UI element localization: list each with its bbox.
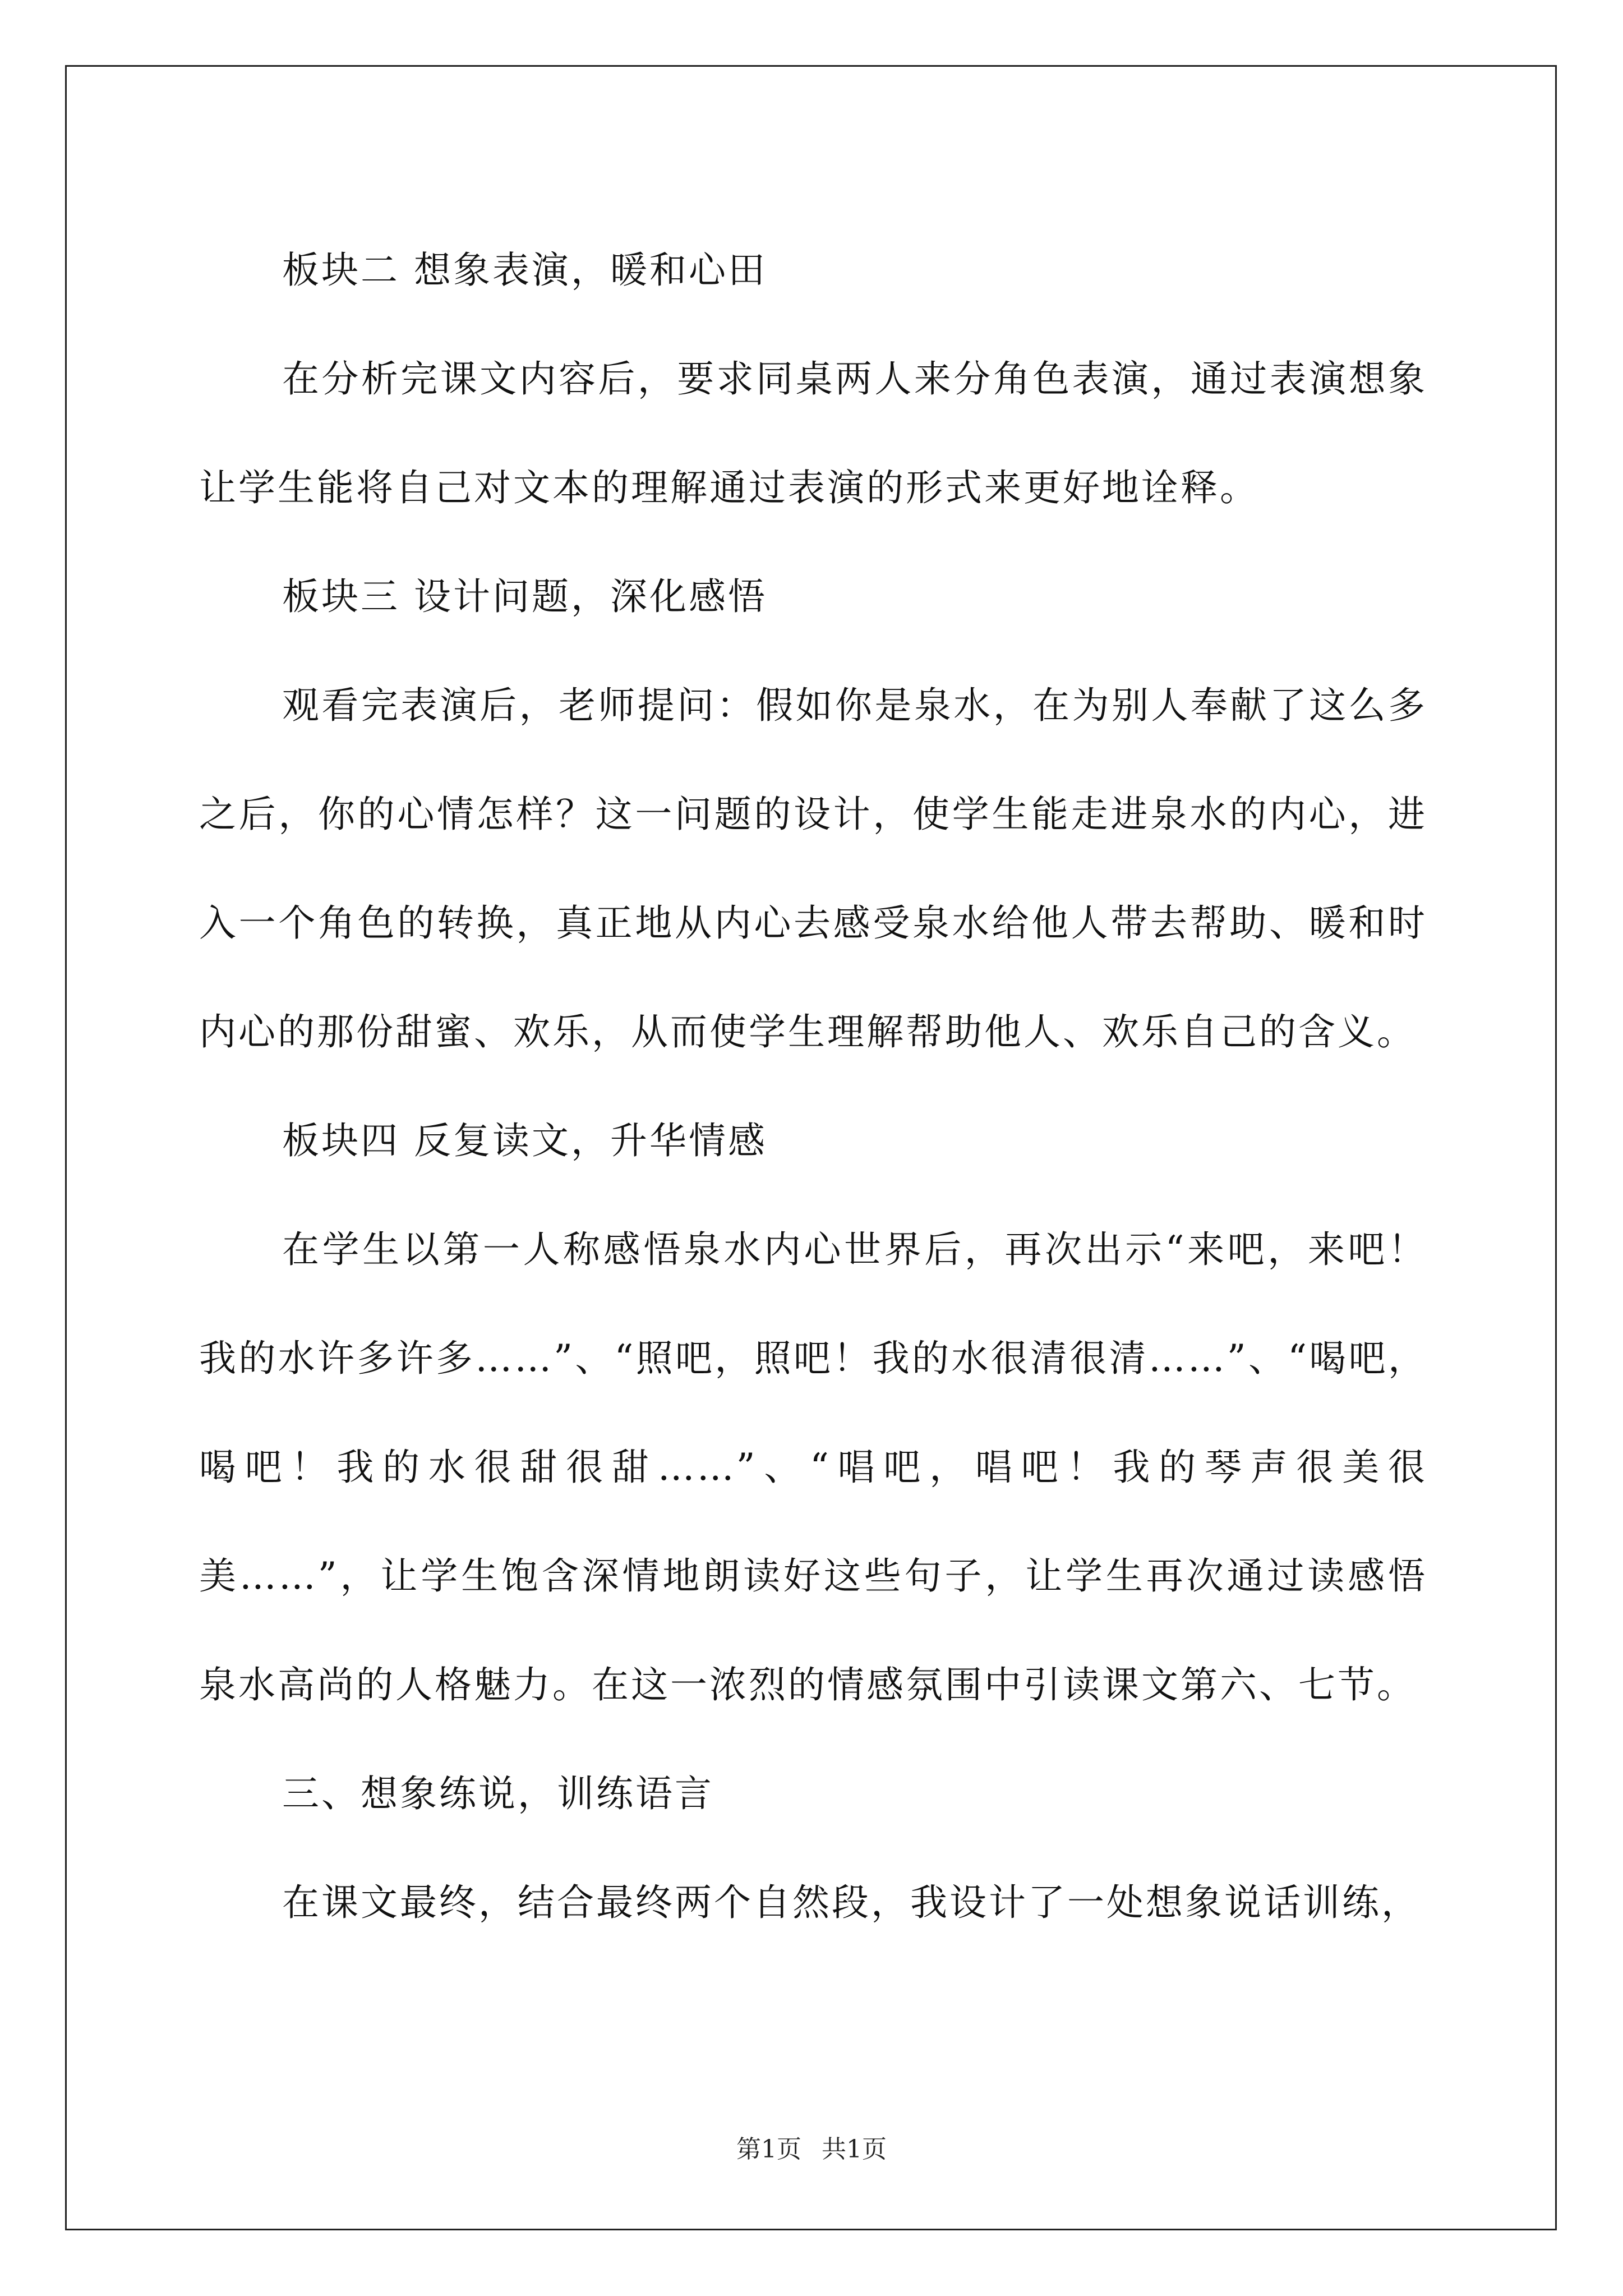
section-heading-2: 板块二 想象表演，暖和心田: [282, 249, 767, 292]
body-paragraph: 在分析完课文内容后，要求同桌两人来分角色表演，通过表演想象让学生能将自己对文本的理解通过表演的形式来更好地诠释。: [199, 357, 1427, 509]
section-heading-3: 板块三 设计问题，深化感悟: [282, 575, 767, 618]
page-footer: [0, 2129, 1623, 2165]
section-heading-3-main: 三、想象练说，训练语言: [282, 1772, 714, 1815]
page-total: 共1页: [822, 2135, 887, 2164]
body-paragraph: 观看完表演后，老师提问：假如你是泉水，在为别人奉献了这么多之后，你的心情怎样？这一问题的设计，使学生能走进泉水的内心，进入一个角色的转换，真正地从内心去感受泉水给他人带去帮助、暖和时内心的那份甜蜜、欢乐，从而使学生理解帮助他人、欢乐自己的含义。: [199, 684, 1427, 1053]
section-heading-4: 板块四 反复读文，升华情感: [282, 1119, 767, 1162]
document-body: [199, 216, 1427, 1957]
page-number: 第1页: [736, 2135, 801, 2164]
body-paragraph: 在学生以第一人称感悟泉水内心世界后，再次出示“来吧，来吧！我的水许多许多……”、“照吧，照吧！我的水很清很清……”、“喝吧，喝吧！我的水很甜很甜……”、“唱吧，唱吧！我的琴声很美很美……”，让学生饱含深情地朗读好这些句子，让学生再次通过读感悟泉水高尚的人格魅力。在这一浓烈的情感氛围中引读课文第六、七节。: [199, 1228, 1427, 1706]
body-paragraph: 在课文最终，结合最终两个自然段，我设计了一处想象说话训练，: [282, 1881, 1421, 1924]
